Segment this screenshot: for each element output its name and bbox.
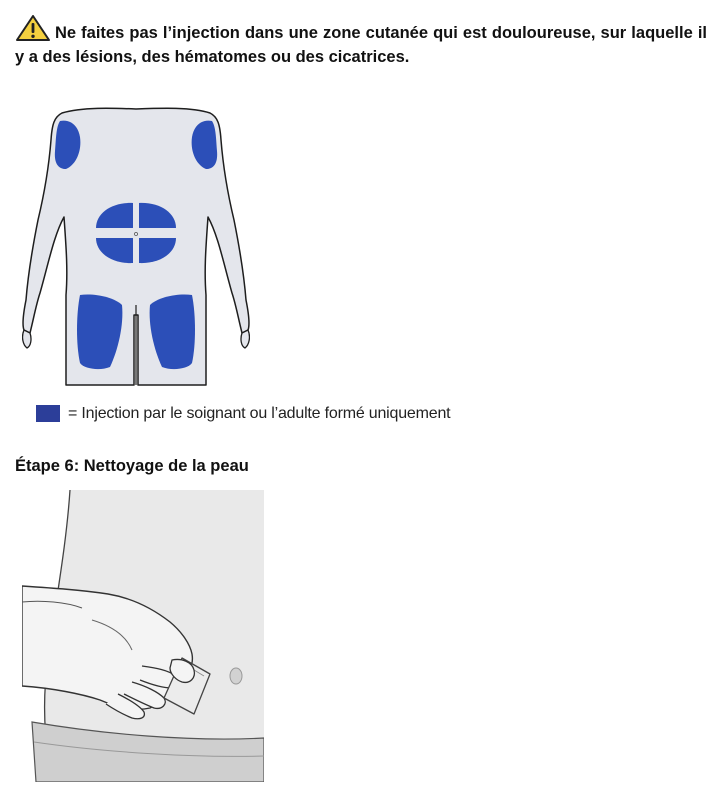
warning-triangle-icon — [15, 14, 51, 42]
legend-text: = Injection par le soignant ou l’adulte formé uniquement — [68, 405, 451, 422]
warning-text: Ne faites pas l’injection dans une zone cutanée qui est douloureuse, sur laquelle il y a des lésions, des hématomes ou des cicatrices. — [15, 24, 707, 66]
body-injection-sites-diagram — [22, 105, 250, 390]
legend-swatch — [36, 405, 60, 422]
step-title: Étape 6: Nettoyage de la peau — [15, 457, 249, 475]
navel-label: o — [133, 230, 139, 238]
warning-paragraph — [15, 14, 707, 69]
hand-cleaning-skin-illustration — [22, 490, 264, 782]
